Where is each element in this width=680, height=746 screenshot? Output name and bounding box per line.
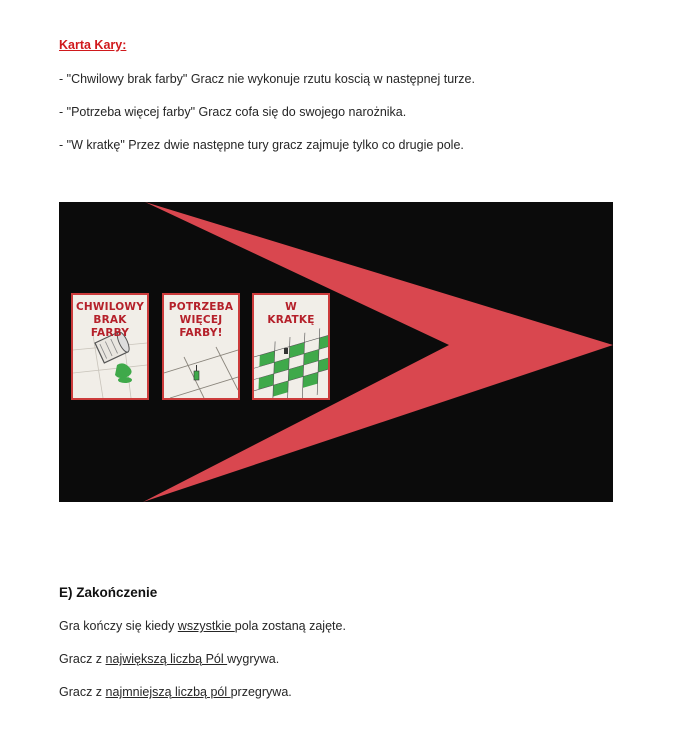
penalty-cards-banner (59, 202, 613, 502)
ending-line-1: Gra kończy się kiedy wszystkie pola zostaną zajęte. (59, 619, 346, 633)
penalty-card-heading: Karta Kary: (59, 38, 127, 52)
ending-line-2: Gracz z największą liczbą Pól wygrywa. (59, 652, 280, 666)
card-title: CHWILOWY BRAK FARBY (75, 301, 144, 339)
card-title: W KRATKĘ (267, 301, 315, 326)
penalty-card-paint-shortage (71, 293, 149, 400)
ending-section-title: E) Zakończenie (59, 585, 158, 600)
penalty-card-checkered (252, 293, 330, 400)
penalty-item-2: - "Potrzeba więcej farby" Gracz cofa się do swojego narożnika. (59, 105, 407, 119)
ending-line-3: Gracz z najmniejszą liczbą pól przegrywa. (59, 685, 292, 699)
penalty-item-1: - "Chwilowy brak farby" Gracz nie wykonuje rzutu koscią w następnej turze. (59, 72, 475, 86)
penalty-item-3: - "W kratkę" Przez dwie następne tury gracz zajmuje tylko co drugie pole. (59, 138, 464, 152)
card-title: POTRZEBA WIĘCEJ FARBY! (168, 301, 234, 339)
penalty-card-need-more-paint (162, 293, 240, 400)
